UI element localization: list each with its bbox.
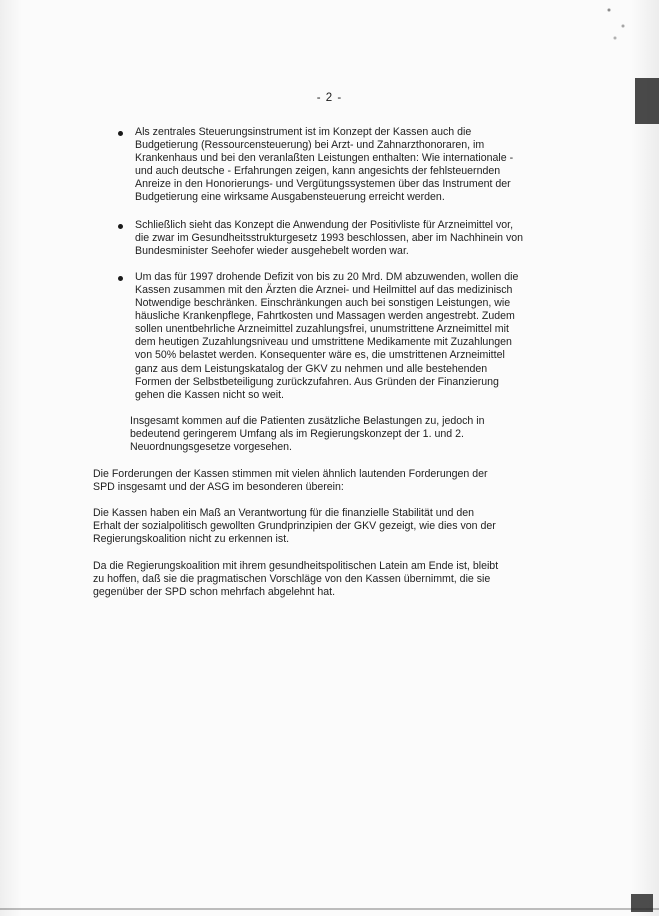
scan-bottom-rule [0, 908, 659, 910]
bullet-text: Um das für 1997 drohende Defizit von bis zu 20 Mrd. DM abzuwenden, wollen die Kassen zusammen mit den Ärzten die Arznei- und Heilmittel auf das medizinisch Notwendige beschränken. Einschränkungen auch bei sonstigen Leistungen, wie häusliche Krankenpflege, Fahrtkosten und Massagen werden angestrebt. Zudem sollen unentbehrliche Arzneimittel zuzahlungsfrei, unumstrittene Arzneimittel mit dem heutigen Zuzahlungsniveau und umstrittene Medikamente mit Zuzahlungen von 50% belastet werden. Konsequenter wäre es, die umstrittenen Arzneimittel ganz aus dem Leistungskatalog der GKV zu nehmen und alle bestehenden Formen der Selbstbeteiligung zurückzufahren. Aus Gründen der Finanzierung gehen die Kassen nicht so weit. [135, 270, 519, 401]
scan-shadow-left [0, 0, 22, 916]
bullet-text: Schließlich sieht das Konzept die Anwendung der Positivliste für Arzneimittel vor, die zwar im Gesundheitsstrukturgesetz 1993 beschlossen, aber im Nachhinein von Bundesminister Seehofer wieder ausgehebelt worden war. [135, 218, 524, 257]
scan-mark-bottom-right [631, 894, 653, 912]
bullet-item [110, 126, 538, 205]
scan-shadow-right [631, 0, 659, 916]
bullet-item [110, 219, 538, 258]
paragraph: Die Kassen haben ein Maß an Verantwortung für die finanzielle Stabilität und den Erhalt der sozialpolitisch gewollten Grundprinzipien der GKV gezeigt, wie dies von der Regierungskoalition nicht zu erkennen ist. [93, 507, 496, 546]
bullet-item [110, 271, 538, 402]
bullet-text: Als zentrales Steuerungsinstrument ist im Konzept der Kassen auch die Budgetierung (Ressourcensteuerung) bei Arzt- und Zahnarzthonoraren, im Krankenhaus und bei den veranlaßten Leistungen enthalten: Wie internationale - und auch deutsche - Erfahrungen zeigen, kann angesichts der fehlsteuernden Anreize in den Honorierungs- und Vergütungssystemen über das Instrument der Budgetierung eine wirksame Ausgabensteuerung erreicht werden. [135, 126, 514, 204]
bullet-icon [118, 131, 123, 136]
indented-paragraph: Insgesamt kommen auf die Patienten zusätzliche Belastungen zu, jedoch in bedeutend geringerem Umfang als im Regierungskonzept der 1. und 2. Neuordnungsgesetze vorgesehen. [130, 414, 485, 453]
scan-specks [601, 0, 641, 50]
document-body [93, 126, 538, 599]
page-number: - 2 - [316, 92, 343, 104]
paragraph-group [93, 468, 537, 599]
bullet-icon [118, 224, 123, 229]
bullet-icon [118, 276, 123, 281]
paragraph: Da die Regierungskoalition mit ihrem gesundheitspolitischen Latein am Ende ist, bleibt zu hoffen, daß sie die pragmatischen Vorschläge von den Kassen übernimmt, die sie gegenüber der SPD schon mehrfach abgelehnt hat. [93, 559, 499, 598]
paragraph: Die Forderungen der Kassen stimmen mit vielen ähnlich lautenden Forderungen der SPD insgesamt und der ASG im besonderen überein: [93, 468, 488, 494]
